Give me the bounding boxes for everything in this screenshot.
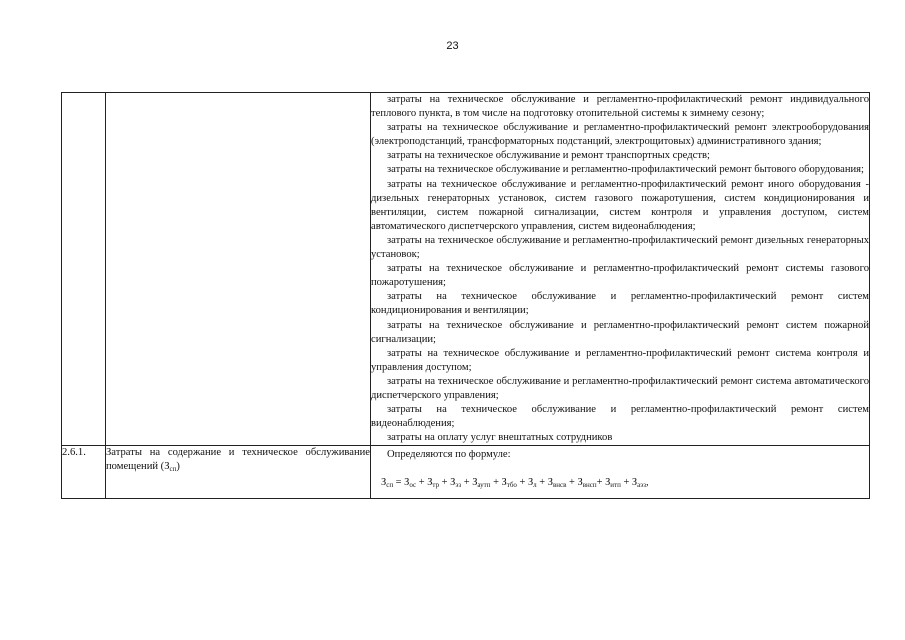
row-name-tail: ) — [176, 461, 180, 473]
list-item: затраты на техническое обслуживание и регламентно-профилактический ремонт дизельных генераторных установок; — [371, 234, 869, 261]
list-item: затраты на техническое обслуживание и регламентно-профилактический ремонт иного оборудования - дизельных генераторных установок, систем газового пожаротушения, систем кондиционирования и вентиляции, систем пожарной сигнализации, систем контроля и управления доступом, систем автоматического диспетчерского управления, систем видеонаблюдения; — [371, 178, 869, 232]
list-item: затраты на техническое обслуживание и ремонт транспортных средств; — [387, 150, 710, 162]
formula-operator: + — [620, 477, 632, 489]
row-name-text: Затраты на содержание и техническое обслуживание помещений (З — [106, 447, 370, 473]
row-name-subscript: сп — [169, 465, 177, 474]
formula-term-subscript: аэз — [637, 481, 647, 490]
table-row — [62, 93, 870, 446]
formula-term-base: З — [547, 477, 553, 489]
formula-equals: = — [393, 477, 405, 489]
formula-term-base: З — [605, 477, 611, 489]
formula — [371, 476, 869, 490]
formula-operator: + — [461, 477, 473, 489]
list-item: затраты на техническое обслуживание и регламентно-профилактический ремонт система автоматического диспетчерского управления; — [371, 375, 869, 401]
formula-term-subscript: итп — [610, 481, 621, 490]
formula-term-base: З — [527, 477, 534, 489]
formula-operator: + — [516, 477, 528, 489]
list-item: затраты на оплату услуг внештатных сотрудников — [387, 432, 613, 444]
formula-term-subscript: тр — [432, 481, 440, 490]
list-item: затраты на техническое обслуживание и регламентно-профилактический ремонт электрооборудования (электроподстанций, трансформаторных подстанций, электрощитовых) административного здания; — [371, 122, 869, 148]
row-name-cell — [106, 446, 371, 499]
formula-operator: , — [646, 477, 649, 489]
cost-items-list — [371, 93, 869, 445]
formula-lhs: З — [381, 477, 387, 489]
formula-term-base: З — [450, 477, 456, 489]
cost-table — [61, 92, 870, 499]
list-item: затраты на техническое обслуживание и регламентно-профилактический ремонт индивидуального теплового пункта, в том числе на подготовку отопительной системы к зимнему сезону; — [371, 94, 869, 120]
formula-term-base: З — [427, 477, 433, 489]
formula-operator: + — [596, 477, 606, 489]
formula-operator: + — [566, 477, 578, 489]
formula-operator: + — [536, 477, 548, 489]
formula-term-subscript: тбо — [506, 481, 517, 490]
formula-operator: + — [439, 477, 451, 489]
row-name-cell — [106, 93, 371, 446]
row-number-cell — [62, 93, 106, 446]
formula-term-subscript: внсп — [582, 481, 597, 490]
row-description-cell — [371, 93, 870, 446]
formula-lhs-subscript: сп — [386, 481, 394, 490]
formula-term-base: З — [501, 477, 507, 489]
list-item: затраты на техническое обслуживание и регламентно-профилактический ремонт систем кондиционирования и вентиляции; — [371, 291, 869, 317]
formula-term-subscript: внсв — [552, 481, 567, 490]
table-row — [62, 446, 870, 499]
formula-terms — [404, 477, 649, 488]
formula-intro: Определяются по формуле: — [387, 449, 511, 461]
list-item: затраты на техническое обслуживание и регламентно-профилактический ремонт система контроля и управления доступом; — [371, 347, 869, 373]
row-number-cell: 2.6.1. — [62, 446, 106, 499]
formula-operator: + — [416, 477, 428, 489]
formula-operator: + — [490, 477, 502, 489]
formula-term-subscript: аутп — [477, 481, 491, 490]
list-item: затраты на техническое обслуживание и регламентно-профилактический ремонт систем видеонаблюдения; — [371, 404, 869, 430]
formula-term-subscript: ос — [409, 481, 417, 490]
list-item: затраты на техническое обслуживание и регламентно-профилактический ремонт систем пожарной сигнализации; — [371, 319, 869, 345]
formula-term-base: З — [577, 477, 583, 489]
formula-term-subscript: л — [533, 481, 537, 490]
formula-term-base: З — [631, 477, 638, 489]
formula-term-base: З — [404, 477, 410, 489]
formula-term-subscript: эз — [455, 481, 462, 490]
formula-term-base: З — [472, 477, 478, 489]
list-item: затраты на техническое обслуживание и регламентно-профилактический ремонт системы газового пожаротушения; — [371, 263, 869, 289]
page-number: 23 — [446, 40, 459, 52]
row-description-cell — [371, 446, 870, 499]
list-item: затраты на техническое обслуживание и регламентно-профилактический ремонт бытового оборудования; — [387, 164, 864, 176]
